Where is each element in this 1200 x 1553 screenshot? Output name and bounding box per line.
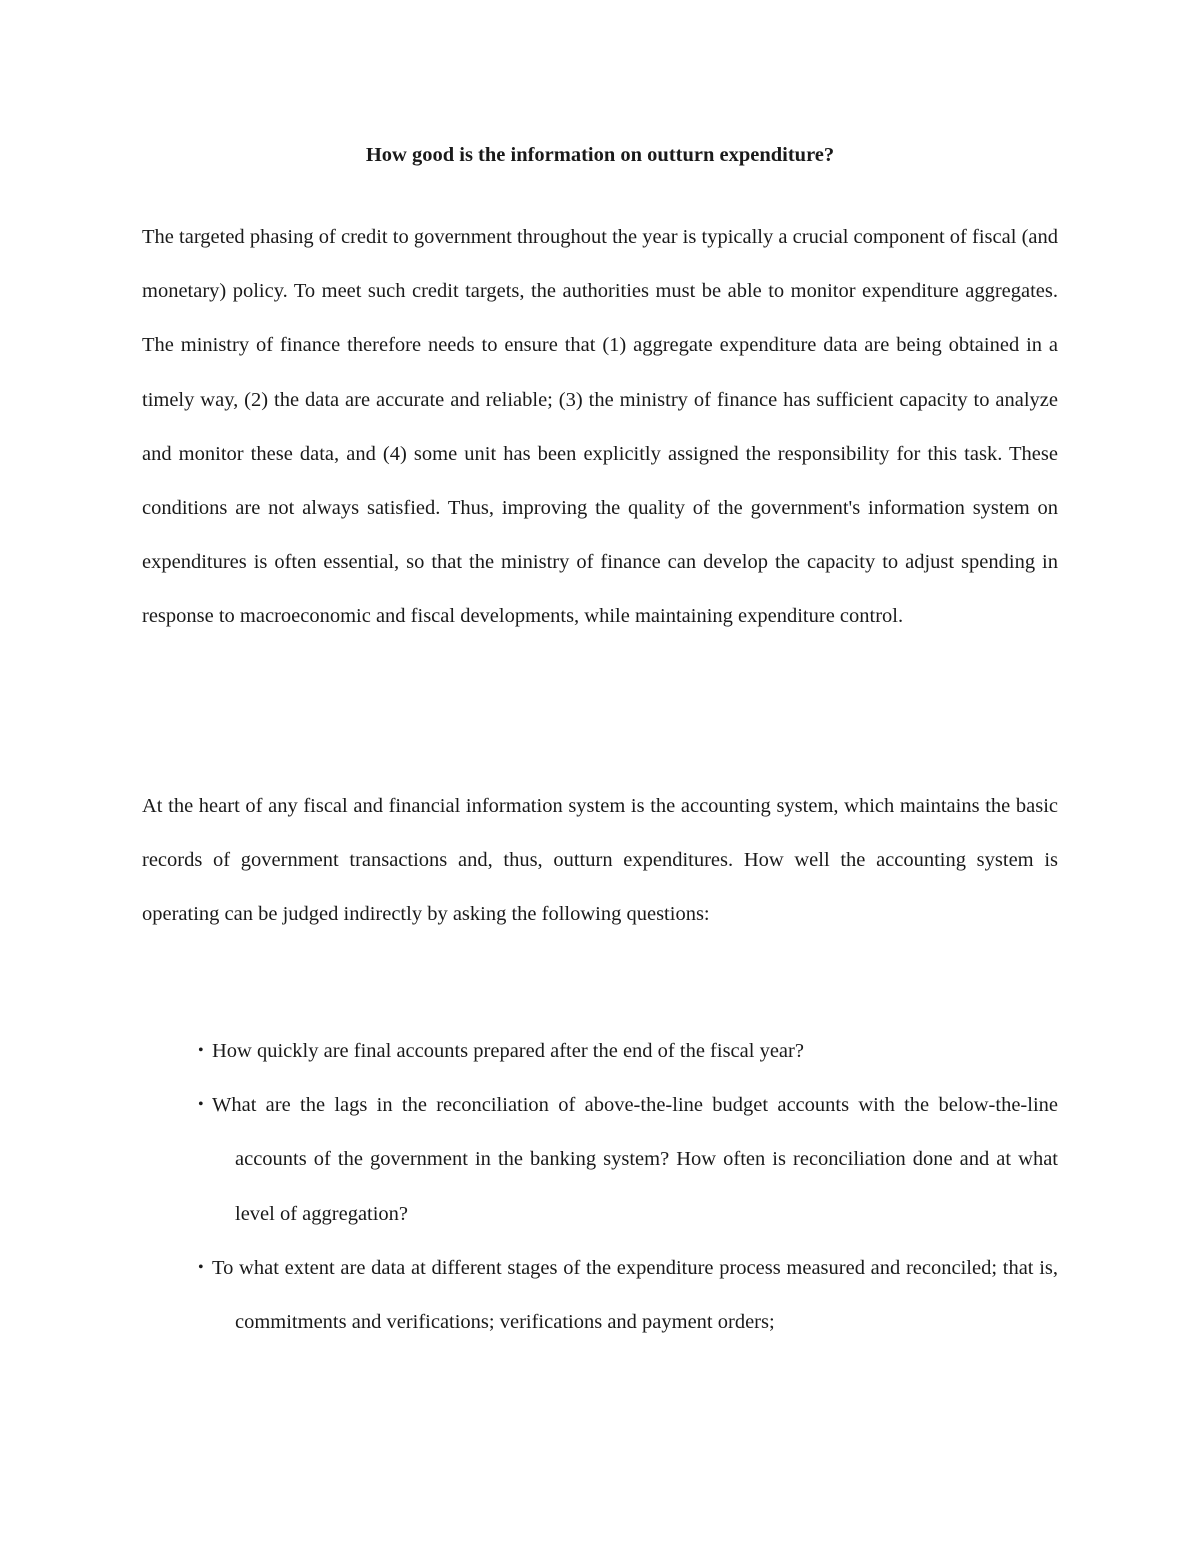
bullet-text-reconciliation-lags: What are the lags in the reconciliation of above-the-line budget accounts with the below-the-line accounts of the government in the banking system? How often is reconciliation done and at what level of aggregation?: [212, 1094, 1058, 1225]
bullet-icon: •: [198, 1258, 204, 1276]
document-title: How good is the information on outturn expenditure?: [365, 144, 835, 166]
question-list: [198, 1024, 1058, 1349]
paragraph-accounting-system: At the heart of any fiscal and financial information system is the accounting system, which maintains the basic records of government transactions and, thus, outturn expenditures. How well the accounting system is operating can be judged indirectly by asking the following questions:: [142, 795, 1058, 926]
list-item: [198, 1241, 1058, 1349]
paragraph-credit-phasing: The targeted phasing of credit to government throughout the year is typically a crucial component of fiscal (and monetary) policy. To meet such credit targets, the authorities must be able to monitor expenditure aggregates. The ministry of finance therefore needs to ensure that (1) aggregate expenditure data are being obtained in a timely way, (2) the data are accurate and reliable; (3) the ministry of finance has sufficient capacity to analyze and monitor these data, and (4) some unit has been explicitly assigned the responsibility for this task. These conditions are not always satisfied. Thus, improving the quality of the government's information system on expenditures is often essential, so that the ministry of finance can develop the capacity to adjust spending in response to macroeconomic and fiscal developments, while maintaining expenditure control.: [142, 226, 1058, 628]
bullet-icon: •: [198, 1042, 204, 1059]
list-item: [198, 1024, 1058, 1078]
bullet-text-expenditure-stages: To what extent are data at different stages of the expenditure process measured and reconciled; that is, commitments and verifications; verifications and payment orders;: [212, 1256, 1058, 1334]
bullet-text-final-accounts: How quickly are final accounts prepared after the end of the fiscal year?: [212, 1040, 804, 1062]
list-item: [198, 1078, 1058, 1241]
bullet-icon: •: [198, 1096, 204, 1114]
